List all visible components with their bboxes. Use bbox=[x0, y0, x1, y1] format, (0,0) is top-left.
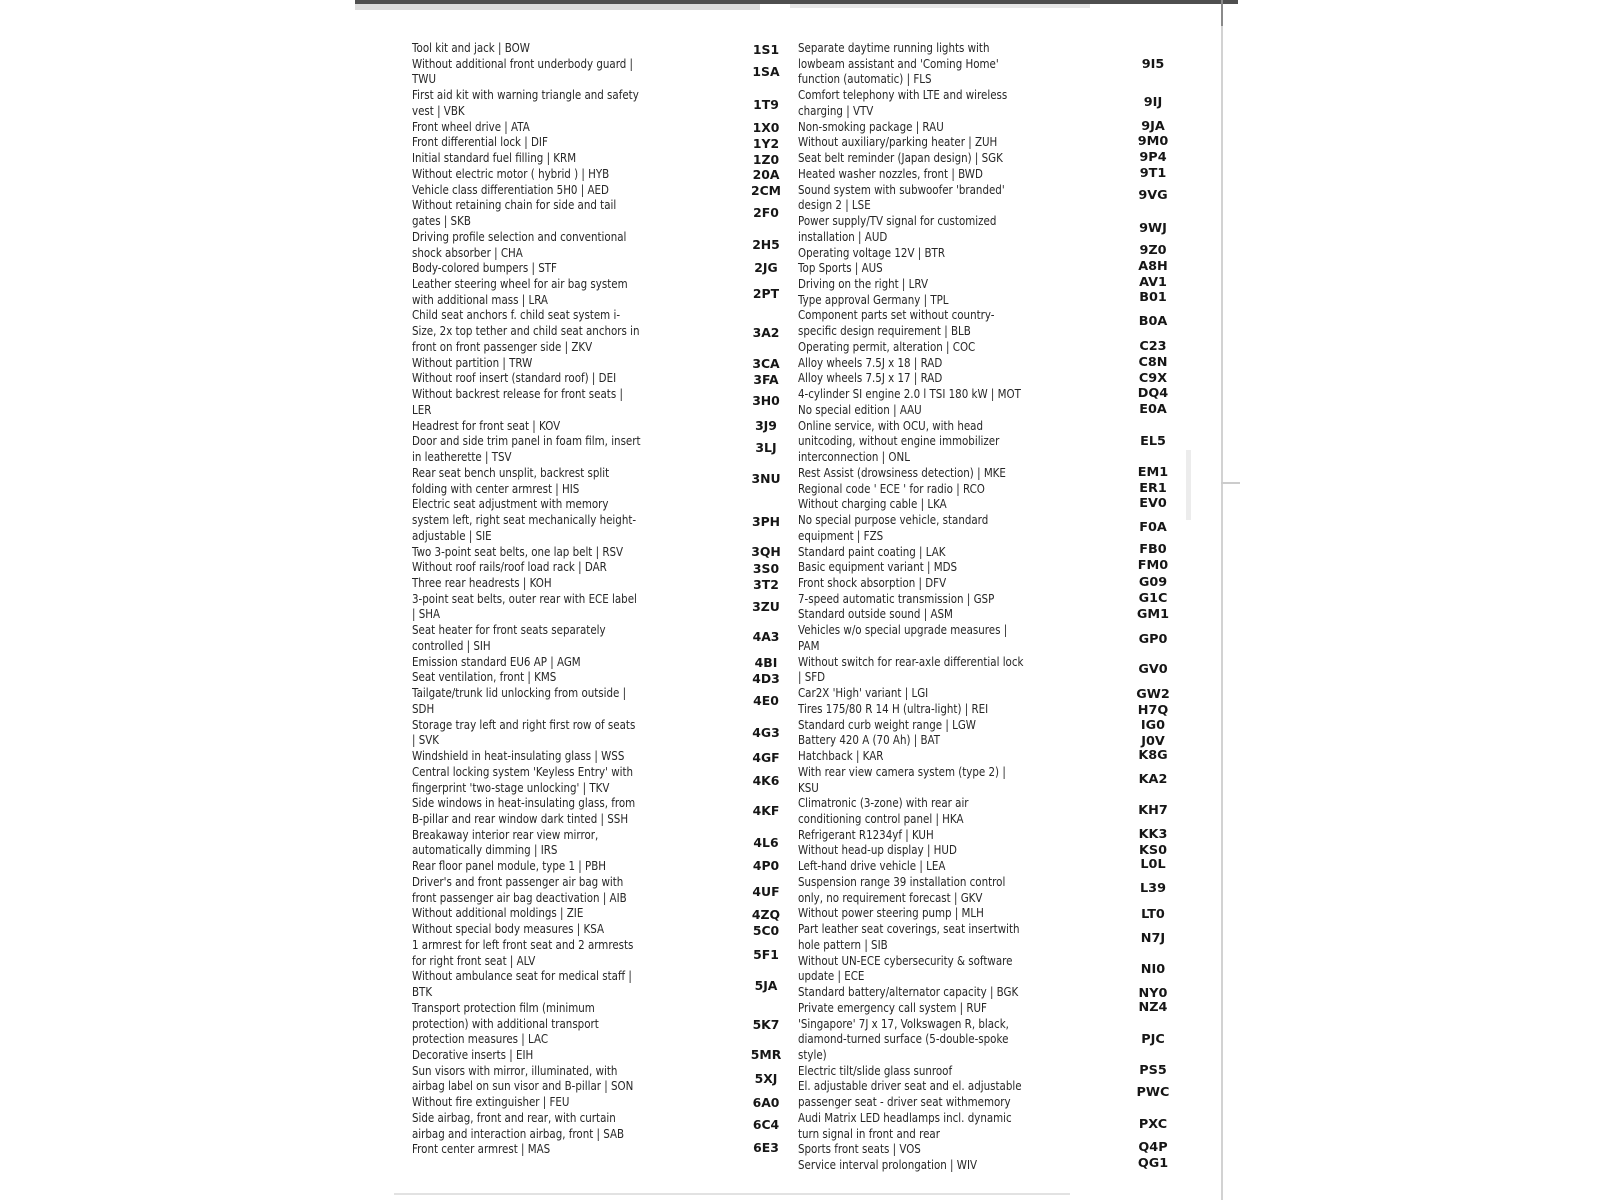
equipment-line: Front wheel drive | ATA bbox=[412, 118, 530, 134]
pr-code: C8N bbox=[1138, 354, 1168, 370]
pr-code: B01 bbox=[1139, 290, 1167, 306]
pr-code: NY0 bbox=[1138, 985, 1168, 1001]
equipment-line: Operating permit, alteration | COC bbox=[798, 338, 976, 354]
pr-code: 4A3 bbox=[752, 628, 780, 644]
pr-code: GV0 bbox=[1138, 661, 1168, 677]
equipment-line: | SHA bbox=[412, 606, 441, 622]
equipment-line: lowbeam assistant and 'Coming Home' bbox=[798, 55, 999, 71]
left-description-column bbox=[412, 40, 641, 1157]
pr-code: 9T1 bbox=[1139, 165, 1167, 181]
equipment-line: automatically dimming | IRS bbox=[412, 842, 558, 858]
equipment-line: Tailgate/trunk lid unlocking from outside | bbox=[412, 685, 627, 701]
equipment-line: diamond-turned surface (5-double-spoke bbox=[798, 1031, 1009, 1047]
equipment-line: Headrest for front seat | KOV bbox=[412, 417, 561, 433]
equipment-line: shock absorber | CHA bbox=[412, 244, 523, 260]
equipment-line: Leather steering wheel for air bag system bbox=[412, 276, 628, 292]
equipment-line: interconnection | ONL bbox=[798, 449, 910, 465]
equipment-line: Vehicles w/o special upgrade measures | bbox=[798, 622, 1008, 638]
scan-artifact-bottom-line bbox=[394, 1193, 1070, 1195]
equipment-line: system left, right seat mechanically height- bbox=[412, 512, 637, 528]
pr-code: 1Y2 bbox=[752, 136, 780, 151]
equipment-line: Seat ventilation, front | KMS bbox=[412, 669, 557, 685]
equipment-line: conditioning control panel | HKA bbox=[798, 810, 964, 826]
equipment-line: 3-point seat belts, outer rear with ECE label bbox=[412, 590, 637, 606]
equipment-line: Windshield in heat-insulating glass | WSS bbox=[412, 748, 625, 764]
scan-artifact-right-line-dark bbox=[1221, 0, 1223, 26]
pr-code: Q4P bbox=[1138, 1140, 1168, 1156]
equipment-line: Without head-up display | HUD bbox=[798, 842, 957, 858]
pr-code: 4UF bbox=[752, 883, 780, 899]
scan-artifact-top-band-light2 bbox=[790, 4, 1090, 8]
equipment-line: Front center armrest | MAS bbox=[412, 1141, 551, 1157]
equipment-line: Private emergency call system | RUF bbox=[798, 999, 987, 1015]
pr-code: IG0 bbox=[1140, 718, 1166, 734]
equipment-line: | SVK bbox=[412, 732, 440, 748]
scan-artifact-right-tick bbox=[1221, 482, 1240, 484]
pr-code: 1S1 bbox=[752, 41, 780, 57]
equipment-line: Climatronic (3-zone) with rear air bbox=[798, 795, 969, 811]
pr-code: 3A2 bbox=[752, 324, 780, 340]
equipment-line: folding with center armrest | HIS bbox=[412, 480, 580, 496]
equipment-line: Size, 2x top tether and child seat anchors in bbox=[412, 323, 640, 339]
equipment-line: Alloy wheels 7.5J x 17 | RAD bbox=[798, 370, 943, 386]
pr-code: F0A bbox=[1139, 520, 1167, 536]
pr-code: 1Z0 bbox=[752, 151, 780, 167]
equipment-line: Side airbag, front and rear, with curtain bbox=[412, 1109, 616, 1125]
pr-code: DQ4 bbox=[1137, 386, 1169, 402]
pr-code: ER1 bbox=[1139, 480, 1167, 496]
pr-code: 9JA bbox=[1141, 118, 1165, 134]
equipment-line: Storage tray left and right first row of seats bbox=[412, 716, 636, 732]
pr-code: 4ZQ bbox=[751, 907, 781, 923]
equipment-line: 'Singapore' 7J x 17, Volkswagen R, black, bbox=[798, 1015, 1009, 1031]
equipment-line: Front shock absorption | DFV bbox=[798, 574, 947, 590]
equipment-line: Three rear headrests | KOH bbox=[412, 574, 552, 590]
equipment-line: Driving profile selection and conventional bbox=[412, 228, 627, 244]
pr-code: 5K7 bbox=[752, 1017, 780, 1033]
pr-code: KK3 bbox=[1138, 827, 1168, 842]
equipment-line: fingerprint 'two-stage unlocking' | TKV bbox=[412, 779, 610, 795]
equipment-line: installation | AUD bbox=[798, 228, 888, 244]
equipment-line: Without power steering pump | MLH bbox=[798, 905, 984, 921]
equipment-line: 7-speed automatic transmission | GSP bbox=[798, 590, 995, 606]
equipment-line: Body-colored bumpers | STF bbox=[412, 260, 557, 276]
pr-code: J0V bbox=[1141, 734, 1165, 750]
middle-description-column bbox=[798, 40, 1023, 1173]
pr-code: 2CM bbox=[750, 183, 782, 199]
equipment-line: Heated washer nozzles, front | BWD bbox=[798, 165, 983, 181]
equipment-line: Without special body measures | KSA bbox=[412, 921, 605, 937]
equipment-line: Without additional front underbody guard | bbox=[412, 55, 634, 71]
equipment-line: Seat belt reminder (Japan design) | SGK bbox=[798, 150, 1003, 166]
pr-code: 3H0 bbox=[752, 392, 780, 408]
equipment-line: Regional code ' ECE ' for radio | RCO bbox=[798, 480, 985, 496]
pr-code: KA2 bbox=[1138, 771, 1168, 787]
pr-code: G1C bbox=[1138, 590, 1168, 606]
equipment-line: Without auxiliary/parking heater | ZUH bbox=[798, 134, 998, 150]
pr-code: KH7 bbox=[1138, 803, 1168, 819]
pr-code: H7Q bbox=[1137, 702, 1169, 718]
equipment-line: Left-hand drive vehicle | LEA bbox=[798, 858, 946, 874]
equipment-line: Without roof rails/roof load rack | DAR bbox=[412, 559, 607, 575]
equipment-line: charging | VTV bbox=[798, 102, 874, 118]
equipment-line: Battery 420 A (70 Ah) | BAT bbox=[798, 732, 941, 748]
equipment-line: Tool kit and jack | BOW bbox=[412, 40, 530, 55]
equipment-line: Alloy wheels 7.5J x 18 | RAD bbox=[798, 354, 943, 370]
equipment-line: PAM bbox=[798, 637, 820, 653]
equipment-line: | SFD bbox=[798, 669, 826, 685]
equipment-line: 4-cylinder SI engine 2.0 l TSI 180 kW | MOT bbox=[798, 386, 1021, 402]
pr-code: A8H bbox=[1138, 258, 1168, 274]
equipment-line: Initial standard fuel filling | KRM bbox=[412, 150, 577, 166]
pr-code: 9Z0 bbox=[1139, 243, 1167, 259]
pr-code: AV1 bbox=[1139, 274, 1167, 290]
equipment-line: No special edition | AAU bbox=[798, 401, 922, 417]
pr-code: C9X bbox=[1138, 370, 1168, 386]
pr-code: C23 bbox=[1139, 339, 1167, 355]
equipment-line: Sports front seats | VOS bbox=[798, 1141, 921, 1157]
pr-code: 3LJ bbox=[755, 439, 777, 455]
equipment-line: style) bbox=[798, 1047, 827, 1062]
equipment-line: update | ECE bbox=[798, 968, 865, 984]
pr-code: 9VG bbox=[1138, 187, 1168, 203]
equipment-line: Vehicle class differentiation 5H0 | AED bbox=[412, 181, 609, 197]
equipment-line: Service interval prolongation | WIV bbox=[798, 1157, 978, 1173]
equipment-line: Operating voltage 12V | BTR bbox=[798, 244, 945, 260]
equipment-line: Type approval Germany | TPL bbox=[798, 291, 949, 307]
pr-code: 3S0 bbox=[752, 560, 780, 576]
equipment-line: airbag and interaction airbag, front | SAB bbox=[412, 1125, 625, 1141]
equipment-line: Standard outside sound | ASM bbox=[798, 606, 953, 622]
equipment-line: El. adjustable driver seat and el. adjustable bbox=[798, 1078, 1022, 1094]
equipment-line: Without partition | TRW bbox=[412, 354, 533, 370]
equipment-line: Sun visors with mirror, illuminated, with bbox=[412, 1062, 618, 1078]
pr-code: FB0 bbox=[1139, 542, 1167, 558]
pr-code: 4KF bbox=[752, 803, 780, 819]
equipment-line: Without ambulance seat for medical staff | bbox=[412, 968, 632, 984]
pr-code: 4E0 bbox=[753, 693, 779, 709]
equipment-line: only, no requirement forecast | GKV bbox=[798, 889, 983, 905]
pr-code: 5XJ bbox=[754, 1070, 778, 1086]
equipment-line: Door and side trim panel in foam film, insert bbox=[412, 433, 641, 449]
equipment-line: KSU bbox=[798, 779, 819, 795]
pr-code: GM1 bbox=[1136, 606, 1170, 622]
pr-code: 1X0 bbox=[752, 120, 780, 136]
pr-code: 5MR bbox=[750, 1047, 782, 1063]
equipment-line: Without electric motor ( hybrid ) | HYB bbox=[412, 165, 610, 181]
equipment-line: 1 armrest for left front seat and 2 armrests bbox=[412, 936, 634, 952]
pr-code: NI0 bbox=[1140, 962, 1166, 978]
equipment-line: Electric tilt/slide glass sunroof bbox=[798, 1062, 953, 1078]
pr-code: 3FA bbox=[753, 372, 779, 388]
equipment-line: With rear view camera system (type 2) | bbox=[798, 763, 1006, 779]
pr-code: K8G bbox=[1138, 748, 1168, 764]
equipment-line: Front differential lock | DIF bbox=[412, 134, 548, 150]
pr-code: 3ZU bbox=[752, 598, 780, 614]
pr-code: N7J bbox=[1140, 930, 1166, 946]
equipment-line: Sound system with subwoofer 'branded' bbox=[798, 181, 1005, 197]
equipment-line: Electric seat adjustment with memory bbox=[412, 496, 609, 512]
equipment-line: hole pattern | SIB bbox=[798, 936, 888, 952]
pr-code: L39 bbox=[1140, 880, 1166, 896]
pr-code: 4BI bbox=[754, 655, 778, 671]
pr-code: GP0 bbox=[1138, 631, 1168, 647]
pr-code: 3T2 bbox=[753, 576, 779, 592]
pr-code: 3CA bbox=[752, 356, 780, 372]
pr-code: 9P4 bbox=[1139, 150, 1167, 166]
pr-code: 4D3 bbox=[752, 671, 780, 687]
pr-code: 9M0 bbox=[1137, 134, 1169, 150]
equipment-line: Driver's and front passenger air bag with bbox=[412, 873, 624, 889]
equipment-line: Component parts set without country- bbox=[798, 307, 995, 323]
equipment-line: SDH bbox=[412, 700, 435, 716]
pr-code: 6C4 bbox=[752, 1116, 780, 1132]
equipment-line: LER bbox=[412, 401, 432, 417]
pr-code: GW2 bbox=[1136, 686, 1170, 702]
pr-code: PXC bbox=[1138, 1116, 1168, 1132]
pr-code: B0A bbox=[1138, 313, 1168, 329]
equipment-line: Child seat anchors f. child seat system i- bbox=[412, 307, 621, 323]
pr-code: 9WJ bbox=[1139, 221, 1167, 236]
pr-code: EV0 bbox=[1139, 496, 1167, 512]
equipment-line: Emission standard EU6 AP | AGM bbox=[412, 653, 581, 669]
equipment-line: BTK bbox=[412, 984, 433, 1000]
equipment-line: protection) with additional transport bbox=[412, 1015, 599, 1031]
pr-code: G09 bbox=[1138, 575, 1168, 591]
equipment-line: Without switch for rear-axle differential lock bbox=[798, 653, 1024, 669]
pr-code: 6E3 bbox=[753, 1140, 779, 1156]
equipment-line: Central locking system 'Keyless Entry' with bbox=[412, 763, 634, 779]
equipment-line: Top Sports | AUS bbox=[798, 260, 883, 276]
equipment-line: Breakaway interior rear view mirror, bbox=[412, 826, 599, 842]
equipment-line: design 2 | LSE bbox=[798, 197, 871, 213]
equipment-line: Suspension range 39 installation control bbox=[798, 873, 1006, 889]
pr-code: 5C0 bbox=[752, 923, 780, 938]
scan-artifact-right-line bbox=[1221, 0, 1223, 1200]
pr-code: 2F0 bbox=[753, 205, 779, 221]
equipment-line: Basic equipment variant | MDS bbox=[798, 559, 958, 575]
pr-code: 4L6 bbox=[753, 834, 779, 850]
pr-code: 20A bbox=[752, 167, 780, 183]
pr-code: 9IJ bbox=[1143, 95, 1163, 111]
pr-code: 3NU bbox=[751, 471, 781, 487]
pr-code: EL5 bbox=[1140, 433, 1166, 449]
equipment-line: Two 3-point seat belts, one lap belt | RSV bbox=[412, 543, 624, 559]
equipment-line: passenger seat - driver seat withmemory bbox=[798, 1094, 1011, 1110]
equipment-line: with additional mass | LRA bbox=[412, 291, 548, 307]
equipment-line: Without fire extinguisher | FEU bbox=[412, 1094, 570, 1110]
equipment-line: airbag label on sun visor and B-pillar | SON bbox=[412, 1078, 634, 1094]
equipment-line: Without roof insert (standard roof) | DEI bbox=[412, 370, 617, 386]
equipment-line: Non-smoking package | RAU bbox=[798, 118, 944, 134]
equipment-line: Without charging cable | LKA bbox=[798, 496, 947, 512]
pr-code: 2H5 bbox=[752, 236, 780, 252]
equipment-line: Without UN-ECE cybersecurity & software bbox=[798, 952, 1013, 968]
equipment-line: controlled | SIH bbox=[412, 637, 491, 653]
equipment-line: adjustable | SIE bbox=[412, 527, 492, 543]
equipment-line: gates | SKB bbox=[412, 213, 471, 229]
pr-code: FM0 bbox=[1137, 557, 1169, 573]
equipment-line: Refrigerant R1234yf | KUH bbox=[798, 826, 934, 842]
equipment-line: TWU bbox=[412, 71, 436, 87]
equipment-line: Decorative inserts | EIH bbox=[412, 1047, 534, 1062]
equipment-line: Hatchback | KAR bbox=[798, 748, 884, 764]
equipment-line: Without backrest release for front seats | bbox=[412, 386, 623, 402]
equipment-line: Power supply/TV signal for customized bbox=[798, 213, 997, 229]
equipment-line: Without retaining chain for side and tail bbox=[412, 197, 617, 213]
pr-code: KS0 bbox=[1138, 842, 1168, 858]
equipment-line: front on front passenger side | ZKV bbox=[412, 338, 593, 354]
equipment-line: turn signal in front and rear bbox=[798, 1125, 940, 1141]
pr-code: PWC bbox=[1136, 1085, 1170, 1101]
equipment-line: vest | VBK bbox=[412, 102, 465, 118]
pr-code: LT0 bbox=[1141, 907, 1165, 923]
equipment-line: Standard paint coating | LAK bbox=[798, 543, 946, 559]
equipment-line: Seat heater for front seats separately bbox=[412, 622, 606, 638]
pr-code: 1T9 bbox=[753, 96, 779, 112]
scan-artifact-top-band-light bbox=[355, 4, 760, 10]
pr-code: EM1 bbox=[1137, 464, 1169, 480]
equipment-line: First aid kit with warning triangle and safety bbox=[412, 87, 639, 103]
equipment-line: No special purpose vehicle, standard bbox=[798, 512, 989, 528]
pr-code: PJC bbox=[1141, 1031, 1165, 1047]
pr-code: PS5 bbox=[1139, 1063, 1167, 1079]
pr-code: L0L bbox=[1140, 856, 1166, 872]
equipment-line: Transport protection film (minimum bbox=[412, 999, 595, 1015]
pr-code: 9I5 bbox=[1141, 57, 1165, 73]
equipment-line: Separate daytime running lights with bbox=[798, 40, 990, 55]
pr-code: 1SA bbox=[752, 63, 780, 79]
pr-code: 4P0 bbox=[752, 858, 780, 874]
equipment-line: B-pillar and rear window dark tinted | SSH bbox=[412, 810, 629, 826]
equipment-line: Side windows in heat-insulating glass, from bbox=[412, 795, 636, 811]
equipment-line: function (automatic) | FLS bbox=[798, 71, 932, 87]
pr-code: 4K6 bbox=[752, 773, 780, 789]
equipment-line: in leatherette | TSV bbox=[412, 449, 512, 465]
pr-code: 2PT bbox=[752, 285, 780, 301]
equipment-line: Tires 175/80 R 14 H (ultra-light) | REI bbox=[798, 700, 989, 716]
equipment-line: Standard battery/alternator capacity | BGK bbox=[798, 984, 1019, 1000]
equipment-line: Standard curb weight range | LGW bbox=[798, 716, 976, 732]
pr-code: 3J9 bbox=[755, 417, 777, 433]
equipment-line: Part leather seat coverings, seat insertwith bbox=[798, 921, 1020, 937]
pr-code: 3PH bbox=[751, 513, 781, 529]
equipment-line: front passenger air bag deactivation | AIB bbox=[412, 889, 627, 905]
pr-code: 4G3 bbox=[752, 724, 780, 740]
pr-code: NZ4 bbox=[1138, 1000, 1168, 1016]
equipment-line: Online service, with OCU, with head bbox=[798, 417, 984, 433]
pr-code: 6A0 bbox=[752, 1094, 780, 1110]
equipment-line: equipment | FZS bbox=[798, 527, 884, 543]
equipment-line: Audi Matrix LED headlamps incl. dynamic bbox=[798, 1109, 1012, 1125]
equipment-line: Comfort telephony with LTE and wireless bbox=[798, 87, 1008, 103]
pr-code: 2JG bbox=[754, 260, 778, 276]
equipment-line: Rest Assist (drowsiness detection) | MKE bbox=[798, 464, 1006, 480]
equipment-line: Without additional moldings | ZIE bbox=[412, 905, 584, 921]
equipment-line: Rear floor panel module, type 1 | PBH bbox=[412, 858, 607, 874]
equipment-line: for right front seat | ALV bbox=[412, 952, 536, 968]
equipment-line: Rear seat bench unsplit, backrest split bbox=[412, 464, 610, 480]
pr-code: 3QH bbox=[751, 543, 781, 559]
pr-code: 4GF bbox=[752, 749, 780, 765]
pr-code: 5F1 bbox=[753, 946, 779, 962]
pr-code: 5JA bbox=[754, 978, 778, 994]
equipment-line: Car2X 'High' variant | LGI bbox=[798, 685, 929, 701]
equipment-line: protection measures | LAC bbox=[412, 1031, 549, 1047]
pr-code: E0A bbox=[1139, 402, 1167, 418]
equipment-line: unitcoding, without engine immobilizer bbox=[798, 433, 1000, 449]
equipment-line: specific design requirement | BLB bbox=[798, 323, 971, 339]
pr-code: QG1 bbox=[1137, 1155, 1169, 1171]
equipment-line: Driving on the right | LRV bbox=[798, 276, 929, 292]
